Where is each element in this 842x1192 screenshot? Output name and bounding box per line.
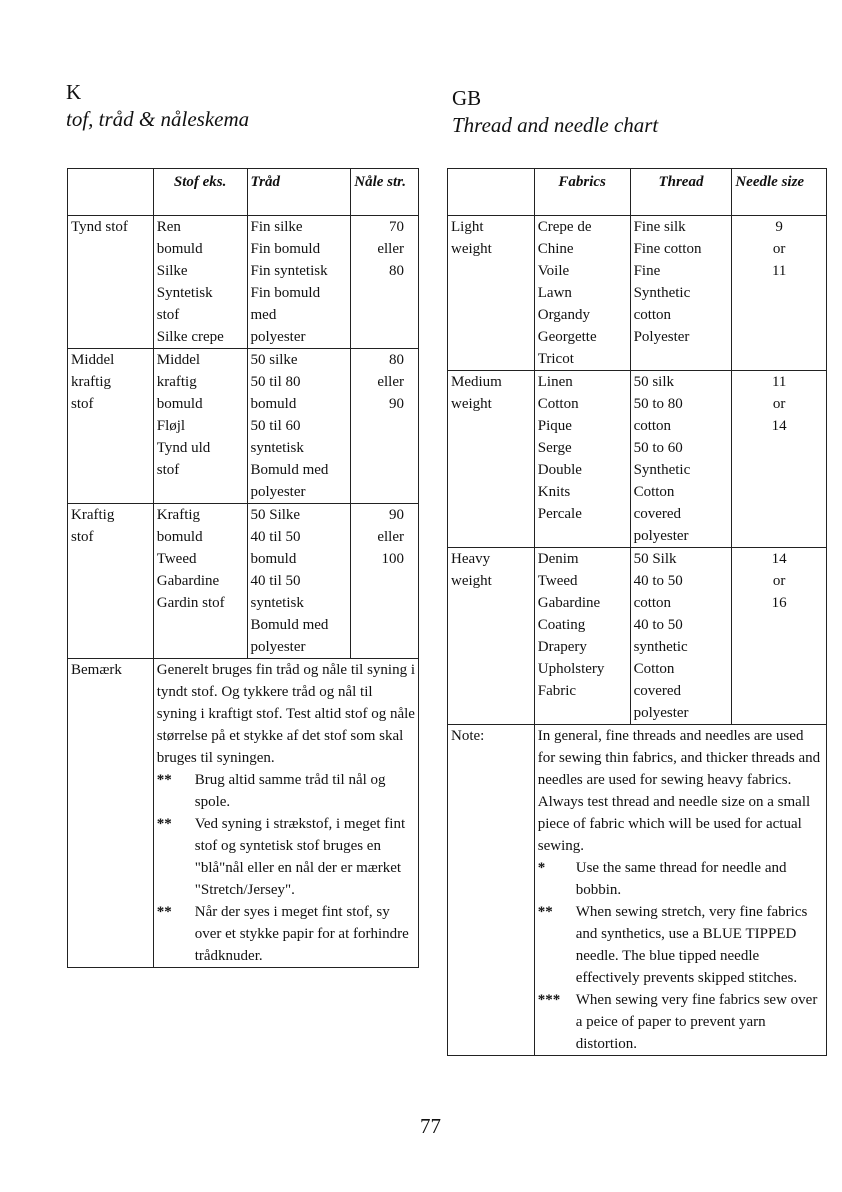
thread-list-line: 50 silke [250, 352, 298, 368]
fabric-list-line: Percale [537, 506, 582, 522]
thread-list-line: 40 til 50 [250, 529, 301, 545]
gb-rows [448, 216, 827, 725]
fabric-list-line: Tweed [156, 551, 197, 567]
header-thread: Thread [630, 169, 732, 216]
thread-list-line: Fine [633, 263, 661, 279]
fabric-list-line: Tweed [537, 573, 578, 589]
fabric-list-line: stof [156, 462, 180, 478]
thread-list-line: Synthetic [633, 285, 691, 301]
thread-list-line: cotton [633, 307, 672, 323]
note-content [153, 659, 418, 968]
thread-list-line: 40 to 50 [633, 573, 683, 589]
weight-label [68, 349, 154, 504]
weight-label [68, 216, 154, 349]
needle-sizes-line: 11 [771, 263, 787, 279]
thread-list-line: Cotton [633, 484, 675, 500]
needle-sizes [732, 216, 827, 371]
weight-label-line: Medium [451, 374, 502, 390]
needle-sizes-line: eller [377, 374, 404, 390]
fabric-list-line: Silke [156, 263, 188, 279]
dk-header [66, 80, 249, 132]
needle-sizes-line: or [772, 396, 786, 412]
fabric-list-line: Upholstery [537, 661, 605, 677]
thread-list [247, 349, 351, 504]
thread-list-line: 50 til 80 [250, 374, 301, 390]
table-row [68, 216, 419, 349]
fabric-list-line: Gabardine [537, 595, 601, 611]
fabric-list [153, 216, 247, 349]
thread-list-line: covered [633, 683, 682, 699]
needle-sizes [732, 371, 827, 548]
fabric-list-line: Georgette [537, 329, 597, 345]
note-row [68, 659, 419, 968]
gb-language-code: GB [452, 86, 482, 110]
note-bullet-text: When sewing very fine fabrics sew over a peice of paper to prevent yarn distortion. [575, 992, 818, 1052]
thread-list-line: Fin syntetisk [250, 263, 328, 279]
table-header-row [68, 169, 419, 216]
fabric-list-line: Tynd uld [156, 440, 211, 456]
fabric-list-line: Lawn [537, 285, 572, 301]
thread-list-line: med [250, 307, 277, 323]
weight-label-line: Tynd stof [71, 219, 128, 235]
needle-sizes-line: 9 [775, 219, 783, 235]
header-fabric: Stof eks. [153, 169, 247, 216]
table-row [68, 349, 419, 504]
needle-sizes-line: 80 [389, 352, 404, 368]
thread-list-line: Polyester [633, 329, 690, 345]
needle-sizes-line: 70 [389, 219, 404, 235]
dk-rows [68, 216, 419, 659]
thread-list-line: syntetisk [250, 595, 304, 611]
header-fabric: Fabrics [534, 169, 630, 216]
fabric-list-line: Crepe de [537, 219, 592, 235]
thread-list-line: Fin silke [250, 219, 303, 235]
needle-sizes-line: 100 [381, 551, 404, 567]
thread-list-line: Bomuld med [250, 462, 329, 478]
fabric-list-line: bomuld [156, 529, 203, 545]
fabric-list-line: Silke crepe [156, 329, 224, 345]
needle-sizes-line: eller [377, 241, 404, 257]
thread-list-line: polyester [633, 705, 689, 721]
header-needle: Nåle str. [351, 169, 419, 216]
note-content [534, 725, 826, 1056]
gb-header [452, 86, 658, 138]
thread-list [630, 371, 732, 548]
thread-list [247, 504, 351, 659]
thread-list-line: Cotton [633, 661, 675, 677]
needle-sizes-line: or [772, 573, 786, 589]
fabric-list-line: Organdy [537, 307, 590, 323]
dk-chart-title: tof, tråd & nåleskema [66, 107, 250, 131]
header-needle: Needle size [732, 169, 827, 216]
thread-list-line: Synthetic [633, 462, 691, 478]
thread-list-line: Fin bomuld [250, 285, 321, 301]
thread-list-line: 50 til 60 [250, 418, 301, 434]
needle-sizes-line: 11 [771, 374, 787, 390]
gb-chart-table [447, 168, 827, 1056]
fabric-list [534, 548, 630, 725]
needle-sizes [351, 216, 419, 349]
fabric-list-line: Linen [537, 374, 573, 390]
note-intro: Generelt bruges fin tråd og nåle til syning i tyndt stof. Og tykkere tråd og nål til syning i kraftigt stof. Test altid stof og nåle størrelse på et stykke af det stof som skal bruges til syningen. [156, 662, 416, 766]
note-label: Note: [448, 725, 535, 1056]
weight-label-line: weight [451, 396, 492, 412]
thread-list-line: bomuld [250, 396, 297, 412]
note-bullet-marker: ** [156, 772, 172, 788]
thread-list-line: 40 to 50 [633, 617, 683, 633]
fabric-list-line: Gabardine [156, 573, 220, 589]
dk-language-code: K [66, 80, 82, 104]
thread-list-line: 50 to 80 [633, 396, 683, 412]
table-row [448, 371, 827, 548]
weight-label [68, 504, 154, 659]
weight-label-line: weight [451, 573, 492, 589]
note-bullet [157, 769, 415, 813]
dk-chart-table [67, 168, 419, 968]
fabric-list-line: stof [156, 307, 180, 323]
thread-list-line: Fine cotton [633, 241, 702, 257]
fabric-list-line: Chine [537, 241, 574, 257]
weight-label-line: Light [451, 219, 484, 235]
fabric-list-line: Drapery [537, 639, 587, 655]
table-header-row [448, 169, 827, 216]
weight-label [448, 371, 535, 548]
note-bullet [538, 857, 823, 901]
weight-label [448, 548, 535, 725]
table-row [68, 504, 419, 659]
fabric-list-line: Ren [156, 219, 181, 235]
fabric-list [534, 216, 630, 371]
needle-sizes-line: 90 [389, 396, 404, 412]
weight-label-line: Kraftig [71, 507, 115, 523]
fabric-list-line: bomuld [156, 241, 203, 257]
thread-list-line: Bomuld med [250, 617, 329, 633]
fabric-list-line: Middel [156, 352, 201, 368]
note-bullet-text: Ved syning i strækstof, i meget fint stof og syntetisk stof bruges en "blå"nål eller en nål der er mærket "Stretch/Jersey". [194, 816, 406, 898]
needle-sizes-line: 14 [771, 418, 787, 434]
needle-sizes-line: eller [377, 529, 404, 545]
thread-list-line: covered [633, 506, 682, 522]
needle-sizes-line: 14 [771, 551, 787, 567]
header-empty [68, 169, 154, 216]
fabric-list [153, 504, 247, 659]
fabric-list-line: Kraftig [156, 507, 201, 523]
fabric-list-line: bomuld [156, 396, 203, 412]
thread-list-line: polyester [250, 639, 306, 655]
weight-label-line: kraftig [71, 374, 111, 390]
weight-label-line: stof [71, 529, 94, 545]
fabric-list-line: Voile [537, 263, 570, 279]
weight-label-line: Middel [71, 352, 115, 368]
needle-sizes [732, 548, 827, 725]
fabric-list [153, 349, 247, 504]
thread-list-line: polyester [633, 528, 689, 544]
fabric-list-line: Double [537, 462, 582, 478]
weight-label-line: weight [451, 241, 492, 257]
thread-list [630, 216, 732, 371]
weight-label-line: Heavy [451, 551, 491, 567]
thread-list-line: 40 til 50 [250, 573, 301, 589]
thread-list-line: cotton [633, 418, 672, 434]
thread-list-line: 50 Silke [250, 507, 301, 523]
note-bullet [157, 901, 415, 967]
thread-list-line: synthetic [633, 639, 688, 655]
fabric-list [534, 371, 630, 548]
note-bullet-marker: ** [537, 904, 553, 920]
note-label: Bemærk [68, 659, 154, 968]
header-empty [448, 169, 535, 216]
note-bullet-marker: *** [537, 992, 561, 1008]
weight-label [448, 216, 535, 371]
thread-list-line: cotton [633, 595, 672, 611]
needle-sizes [351, 349, 419, 504]
fabric-list-line: Fløjl [156, 418, 186, 434]
thread-list-line: bomuld [250, 551, 297, 567]
fabric-list-line: Serge [537, 440, 572, 456]
note-bullet-text: Brug altid samme tråd til nål og spole. [194, 772, 386, 810]
note-bullet-marker: ** [156, 904, 172, 920]
needle-sizes-line: 80 [389, 263, 404, 279]
needle-sizes [351, 504, 419, 659]
fabric-list-line: kraftig [156, 374, 197, 390]
table-row [448, 548, 827, 725]
thread-list-line: 50 Silk [633, 551, 677, 567]
thread-list [630, 548, 732, 725]
thread-list-line: polyester [250, 329, 306, 345]
note-bullet-text: Use the same thread for needle and bobbin. [575, 860, 787, 898]
page-number: 77 [420, 1114, 441, 1138]
fabric-list-line: Syntetisk [156, 285, 213, 301]
gb-chart-title: Thread and needle chart [452, 113, 659, 137]
thread-list-line: 50 to 60 [633, 440, 683, 456]
fabric-list-line: Knits [537, 484, 571, 500]
note-intro: In general, fine threads and needles are used for sewing thin fabrics, and thicker threads and needles are used for sewing heavy fabrics. Always test thread and needle size on a small piece of fabric which will be used for actual sewing. [537, 728, 821, 854]
fabric-list-line: Fabric [537, 683, 577, 699]
note-items [538, 857, 823, 1055]
note-bullet [157, 813, 415, 901]
thread-list [247, 216, 351, 349]
thread-list-line: Fine silk [633, 219, 686, 235]
fabric-list-line: Denim [537, 551, 579, 567]
fabric-list-line: Pique [537, 418, 572, 434]
note-items [157, 769, 415, 967]
note-row [448, 725, 827, 1056]
fabric-list-line: Tricot [537, 351, 574, 367]
thread-list-line: Fin bomuld [250, 241, 321, 257]
note-bullet-text: When sewing stretch, very fine fabrics and synthetics, use a BLUE TIPPED needle. The blue tipped needle effectively prevents skipped stitches. [575, 904, 808, 986]
needle-sizes-line: 90 [389, 507, 404, 523]
note-bullet-marker: ** [156, 816, 172, 832]
fabric-list-line: Cotton [537, 396, 579, 412]
thread-list-line: syntetisk [250, 440, 304, 456]
fabric-list-line: Gardin stof [156, 595, 225, 611]
note-bullet [538, 901, 823, 989]
note-bullet [538, 989, 823, 1055]
needle-sizes-line: or [772, 241, 786, 257]
weight-label-line: stof [71, 396, 94, 412]
needle-sizes-line: 16 [771, 595, 787, 611]
thread-list-line: polyester [250, 484, 306, 500]
note-bullet-marker: * [537, 860, 546, 876]
header-thread: Tråd [247, 169, 351, 216]
table-row [448, 216, 827, 371]
fabric-list-line: Coating [537, 617, 586, 633]
thread-list-line: 50 silk [633, 374, 674, 390]
note-bullet-text: Når der syes i meget fint stof, sy over et stykke papir for at forhindre trådknuder. [194, 904, 409, 964]
